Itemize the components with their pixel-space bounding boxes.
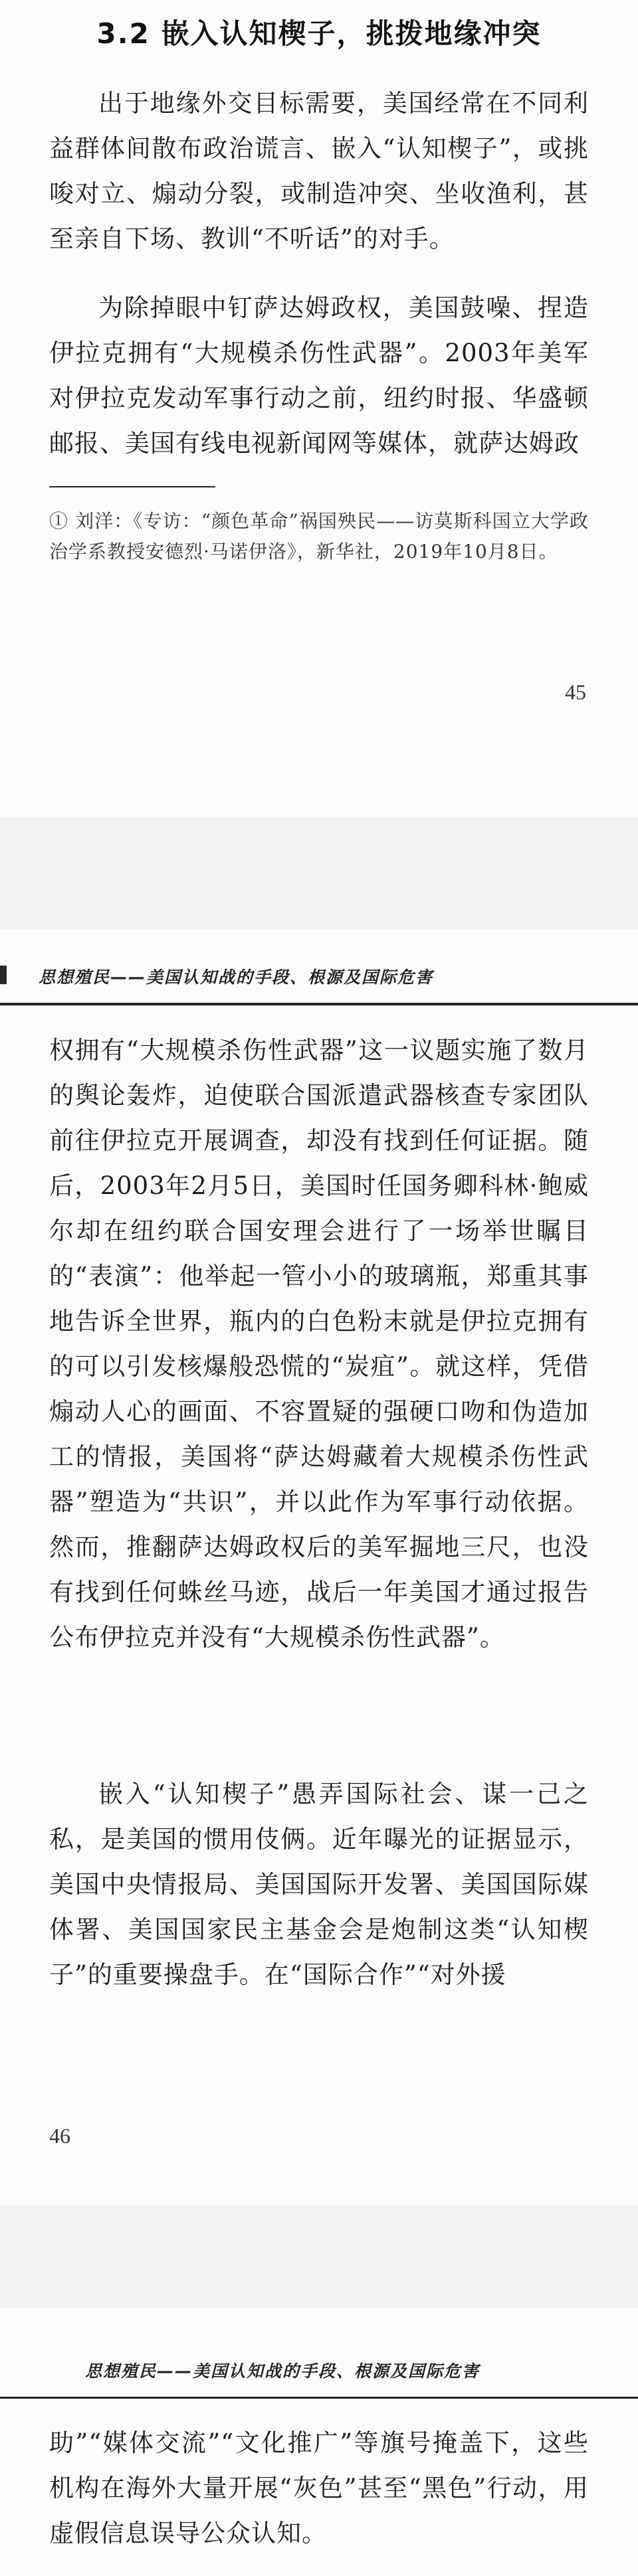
header-mark — [0, 966, 7, 984]
page-46 — [0, 930, 638, 2205]
paragraph: 为除掉眼中钉萨达姆政权，美国鼓噪、捏造伊拉克拥有“大规模杀伤性武器”。2003年美军对伊拉克发动军事行动之前，纽约时报、华盛顿邮报、美国有线电视新闻网等媒体，就萨达姆政 — [49, 294, 589, 458]
page-number: 45 — [565, 680, 586, 704]
footnote: ① 刘洋：《专访：“颜色革命”祸国殃民——访莫斯科国立大学政治学系教授安德烈·马诺伊洛》，新华社，2019年10月8日。 — [49, 510, 589, 562]
paragraph: 助”“媒体交流”“文化推广”等旗号掩盖下，这些机构在海外大量开展“灰色”甚至“黑色”行动，用虚假信息误导公众认知。 — [49, 2429, 589, 2547]
header-rule — [0, 1003, 638, 1005]
paragraph: 出于地缘外交目标需要，美国经常在不同利益群体间散布政治谎言、嵌入“认知楔子”，或挑唆对立、煽动分裂，或制造冲突、坐收渔利，甚至亲自下场、教训“不听话”的对手。 — [49, 89, 589, 253]
page-gap — [0, 817, 638, 930]
running-head: 思想殖民——美国认知战的手段、根源及国际危害 — [85, 2361, 480, 2381]
page-gap — [0, 2205, 638, 2308]
page-number: 46 — [49, 2124, 70, 2148]
page-47 — [0, 2308, 638, 2576]
section-title: 3.2 嵌入认知楔子，挑拨地缘冲突 — [96, 17, 542, 50]
paragraph: 嵌入“认知楔子”愚弄国际社会、谋一己之私，是美国的惯用伎俩。近年曝光的证据显示，美国中央情报局、美国国际开发署、美国国际媒体署、美国国家民主基金会是炮制这类“认知楔子”的重要操盘手。在“国际合作”“对外援 — [49, 1780, 589, 1989]
running-head: 思想殖民——美国认知战的手段、根源及国际危害 — [39, 968, 434, 987]
header-rule — [0, 2397, 638, 2399]
footnote-rule — [49, 486, 215, 487]
paragraph: 权拥有“大规模杀伤性武器”这一议题实施了数月的舆论轰炸，迫使联合国派遣武器核查专家团队前往伊拉克开展调查，却没有找到任何证据。随后，2003年2月5日，美国时任国务卿科林·鲍威尔却在纽约联合国安理会进行了一场举世瞩目的“表演”：他举起一管小小的玻璃瓶，郑重其事地告诉全世界，瓶内的白色粉末就是伊拉克拥有的可以引发核爆般恐慌的“炭疽”。就这样，凭借煽动人心的画面、不容置疑的强硬口吻和伪造加工的情报，美国将“萨达姆藏着大规模杀伤性武器”塑造为“共识”，并以此作为军事行动依据。然而，推翻萨达姆政权后的美军掘地三尺，也没有找到任何蛛丝马迹，战后一年美国才通过报告公布伊拉克并没有“大规模杀伤性武器”。 — [49, 1036, 589, 1652]
page-45 — [0, 0, 638, 817]
